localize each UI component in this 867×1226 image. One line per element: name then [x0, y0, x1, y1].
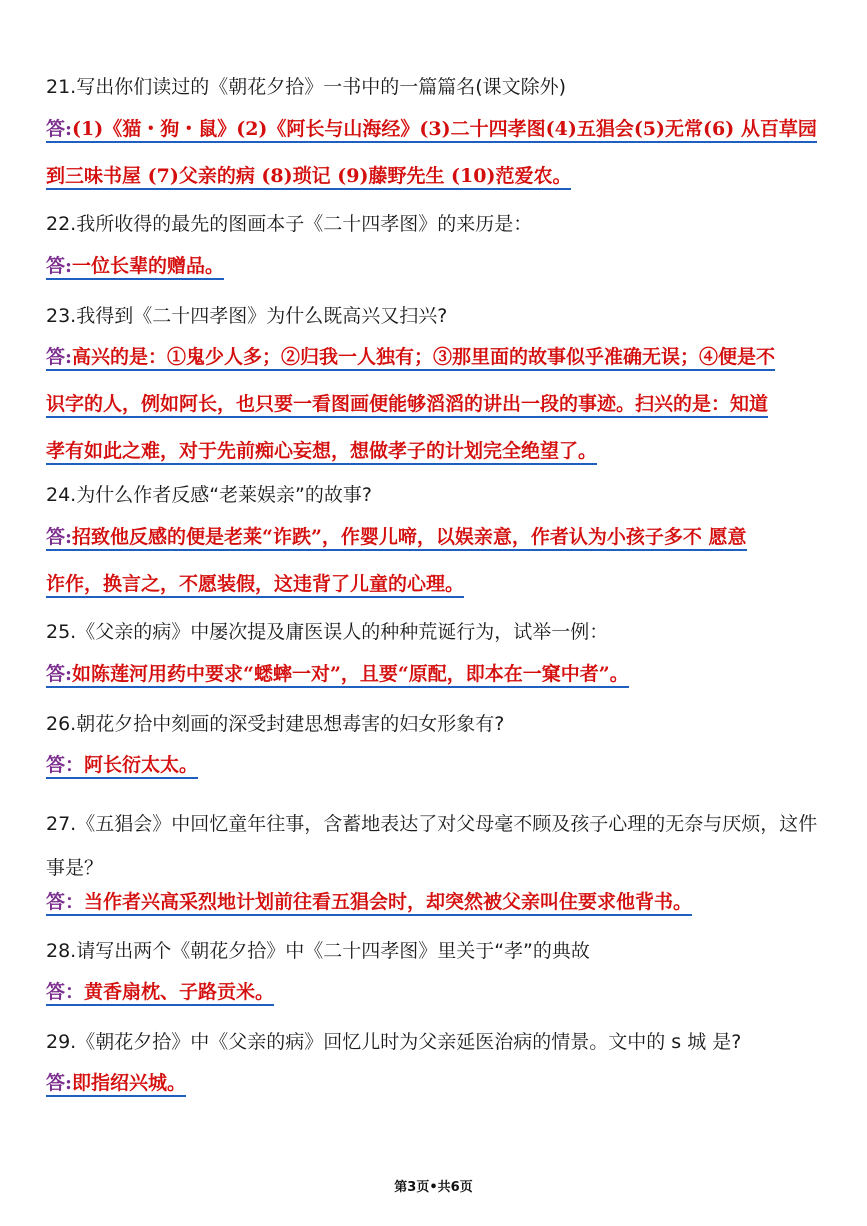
answer-prefix: 答:	[46, 663, 73, 685]
answer-line: 诈作，换言之，不愿装假，这违背了儿童的心理。	[46, 573, 464, 598]
question-25: 25.《父亲的病》中屡次提及庸医误人的种种荒诞行为，试举一例：	[46, 621, 609, 643]
answer-line: 阿长衍太太。	[84, 754, 199, 776]
answer-line: 黄香扇枕、子路贡米。	[84, 981, 275, 1003]
answer-line: 识字的人，例如阿长，也只要一看图画便能够滔滔的讲出一段的事迹。扫兴的是：知道	[46, 393, 768, 418]
question-29: 29.《朝花夕拾》中《父亲的病》回忆儿时为父亲延医治病的情景。文中的 s 城 是?	[46, 1031, 742, 1053]
question-27: 27.《五猖会》中回忆童年往事，含蓄地表达了对父母毫不顾及孩子心理的无奈与厌烦，这件事是？	[46, 813, 818, 879]
answer-prefix: 答:	[46, 118, 73, 140]
answer-line: (1)《猫・狗・鼠》(2)《阿长与山海经》(3)二十四孝图(4)五猖会(5)无常(6) 从百草园	[72, 118, 817, 140]
answer-prefix: 答:	[46, 1072, 73, 1094]
answer-line: 高兴的是：①鬼少人多；②归我一人独有；③那里面的故事似乎准确无误；④便是不	[72, 346, 776, 368]
question-21: 21.写出你们读过的《朝花夕拾》一书中的一篇篇名(课文除外)	[46, 76, 567, 98]
answer-line: 即指绍兴城。	[72, 1072, 187, 1094]
answer-line: 当作者兴高采烈地计划前往看五猖会时，却突然被父亲叫住要求他背书。	[84, 891, 693, 913]
answer-25	[46, 651, 827, 698]
question-22: 22.我所收得的最先的图画本子《二十四孝图》的来历是：	[46, 213, 533, 235]
answer-prefix: 答:	[46, 526, 73, 548]
answer-22	[46, 243, 827, 290]
question-26: 26.朝花夕拾中刻画的深受封建思想毒害的妇女形象有?	[46, 713, 505, 735]
page-footer: 第3页•共6页	[394, 1180, 473, 1195]
answer-line: 如陈莲河用药中要求“蟋蟀一对”，且要“原配，即本在一窠中者”。	[72, 663, 629, 685]
answer-21	[46, 106, 827, 200]
answer-line: 招致他反感的便是老莱“诈跌”，作婴儿啼，以娱亲意，作者认为小孩子多不 愿意	[72, 526, 747, 548]
answer-28	[46, 969, 827, 1016]
question-24: 24.为什么作者反感“老莱娱亲”的故事?	[46, 484, 372, 506]
question-23: 23.我得到《二十四孝图》为什么既高兴又扫兴?	[46, 305, 448, 327]
answer-line: 孝有如此之难，对于先前痴心妄想，想做孝子的计划完全绝望了。	[46, 440, 597, 465]
answer-prefix: 答:	[46, 346, 73, 368]
answer-26	[46, 742, 827, 789]
answer-24	[46, 514, 827, 608]
answer-29	[46, 1060, 827, 1107]
answer-23	[46, 334, 827, 475]
answer-line: 一位长辈的赠品。	[72, 255, 225, 277]
answer-prefix: 答：	[46, 754, 85, 776]
answer-prefix: 答：	[46, 891, 85, 913]
answer-27	[46, 879, 827, 926]
answer-line: 到三味书屋 (7)父亲的病 (8)琐记 (9)藤野先生 (10)范爱农。	[46, 165, 571, 190]
answer-prefix: 答：	[46, 981, 85, 1003]
question-28: 28.请写出两个《朝花夕拾》中《二十四孝图》里关于“孝”的典故	[46, 940, 590, 962]
answer-prefix: 答:	[46, 255, 73, 277]
